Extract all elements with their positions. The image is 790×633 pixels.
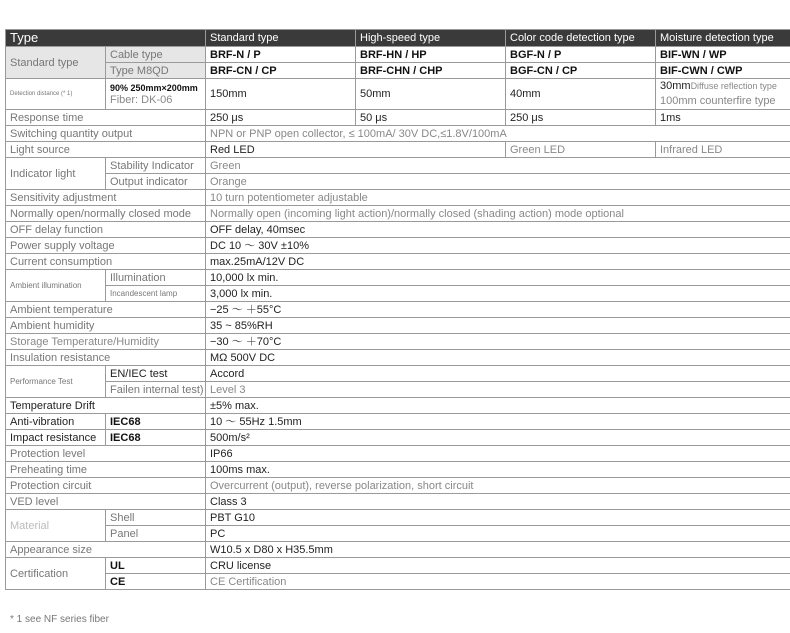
header-moisture: Moisture detection type xyxy=(656,30,790,47)
model-std-m8: BRF-CN / CP xyxy=(206,63,356,79)
table-row xyxy=(6,63,790,79)
model-hs-cable: BRF-HN / HP xyxy=(356,47,506,63)
cert-ul-label: UL xyxy=(106,558,206,574)
table-row xyxy=(6,222,790,238)
table-row xyxy=(6,574,790,590)
temp-drift-label: Temperature Drift xyxy=(6,398,206,414)
appearance-value: W10.5 x D80 x H35.5mm xyxy=(206,542,790,558)
impact-standard: IEC68 xyxy=(106,430,206,446)
power-label: Power supply voltage xyxy=(6,238,206,254)
insulation-label: Insulation resistance xyxy=(6,350,206,366)
ambient-humidity-value: 35 ~ 85%RH xyxy=(206,318,790,334)
detection-sub2: Fiber: DK-06 xyxy=(110,94,173,106)
table-row xyxy=(6,430,790,446)
table-row xyxy=(6,318,790,334)
table-row xyxy=(6,126,790,142)
indicator-stability-label: Stability Indicator xyxy=(106,158,206,174)
circuit-label: Protection circuit xyxy=(6,478,206,494)
storage-label: Storage Temperature/Humidity xyxy=(6,334,206,350)
ved-label: VED level xyxy=(6,494,206,510)
performance-sub2-value: Level 3 xyxy=(206,382,790,398)
table-row xyxy=(6,47,790,63)
current-label: Current consumption xyxy=(6,254,206,270)
standard-type-label: Standard type xyxy=(6,47,106,79)
header-type: Type xyxy=(6,30,206,47)
detection-hs: 50mm xyxy=(356,79,506,110)
table-row xyxy=(6,142,790,158)
panel-value: PC xyxy=(206,526,790,542)
mode-value: Normally open (incoming light action)/normally closed (shading action) mode optional xyxy=(206,206,790,222)
impact-label: Impact resistance xyxy=(6,430,106,446)
table-row xyxy=(6,254,790,270)
insulation-value: MΩ 500V DC xyxy=(206,350,790,366)
table-row xyxy=(6,414,790,430)
header-color-code: Color code detection type xyxy=(506,30,656,47)
model-hs-m8: BRF-CHN / CHP xyxy=(356,63,506,79)
table-row xyxy=(6,382,790,398)
model-cc-cable: BGF-N / P xyxy=(506,47,656,63)
detection-mo-2: 100mm counterfire type xyxy=(660,95,776,107)
indicator-label: Indicator light xyxy=(6,158,106,190)
performance-sub1: EN/IEC test xyxy=(106,366,206,382)
vibration-label: Anti-vibration xyxy=(6,414,106,430)
table-row xyxy=(6,510,790,526)
table-row xyxy=(6,494,790,510)
table-row xyxy=(6,270,790,286)
circuit-value: Overcurrent (output), reverse polarization, short circuit xyxy=(206,478,790,494)
incandescent-label: Incandescent lamp xyxy=(106,286,206,302)
ambient-humidity-label: Ambient humidity xyxy=(6,318,206,334)
light-label: Light source xyxy=(6,142,206,158)
table-row xyxy=(6,190,790,206)
mode-label: Normally open/normally closed mode xyxy=(6,206,206,222)
table-row xyxy=(6,206,790,222)
off-delay-label: OFF delay function xyxy=(6,222,206,238)
cert-ce-value: CE Certification xyxy=(206,574,790,590)
table-row xyxy=(6,302,790,318)
detection-std: 150mm xyxy=(206,79,356,110)
performance-sub2: Failen internal test) xyxy=(106,382,206,398)
protection-value: IP66 xyxy=(206,446,790,462)
off-delay-value: OFF delay, 40msec xyxy=(206,222,790,238)
indicator-output-value: Orange xyxy=(206,174,790,190)
footnote: * 1 see NF series fiber xyxy=(10,614,109,625)
detection-sub1: 90% 250mm×200mm xyxy=(110,83,198,93)
table-row xyxy=(6,446,790,462)
material-label: Material xyxy=(6,510,106,542)
light-mo: Infrared LED xyxy=(656,142,790,158)
power-value: DC 10 ～ 30V ±10% xyxy=(206,238,790,254)
table-row xyxy=(6,79,790,110)
response-mo: 1ms xyxy=(656,110,790,126)
indicator-stability-value: Green xyxy=(206,158,790,174)
model-std-cable: BRF-N / P xyxy=(206,47,356,63)
detection-cc: 40mm xyxy=(506,79,656,110)
preheat-value: 100ms max. xyxy=(206,462,790,478)
detection-sub xyxy=(106,79,206,110)
header-high-speed: High-speed type xyxy=(356,30,506,47)
illumination-label: Illumination xyxy=(106,270,206,286)
indicator-output-label: Output indicator xyxy=(106,174,206,190)
model-mo-cable: BIF-WN / WP xyxy=(656,47,790,63)
sensitivity-label: Sensitivity adjustment xyxy=(6,190,206,206)
table-row xyxy=(6,158,790,174)
light-cc: Green LED xyxy=(506,142,656,158)
table-row xyxy=(6,398,790,414)
header-row xyxy=(6,30,790,47)
performance-sub1-value: Accord xyxy=(206,366,790,382)
detection-mo-1-note: Diffuse reflection type xyxy=(690,81,777,91)
vibration-value: 10 ～ 55Hz 1.5mm xyxy=(206,414,790,430)
panel-label: Panel xyxy=(106,526,206,542)
switching-value: NPN or PNP open collector, ≤ 100mA/ 30V DC,≤1.8V/100mA xyxy=(206,126,790,142)
ved-value: Class 3 xyxy=(206,494,790,510)
response-cc: 250 μs xyxy=(506,110,656,126)
shell-label: Shell xyxy=(106,510,206,526)
shell-value: PBT G10 xyxy=(206,510,790,526)
light-std: Red LED xyxy=(206,142,506,158)
switching-label: Switching quantity output xyxy=(6,126,206,142)
sensitivity-value: 10 turn potentiometer adjustable xyxy=(206,190,790,206)
model-cc-m8: BGF-CN / CP xyxy=(506,63,656,79)
table-row xyxy=(6,174,790,190)
detection-mo xyxy=(656,79,790,110)
table-row xyxy=(6,238,790,254)
table-row xyxy=(6,526,790,542)
spec-table xyxy=(5,29,790,590)
temp-drift-value: ±5% max. xyxy=(206,398,790,414)
cert-ul-value: CRU license xyxy=(206,558,790,574)
storage-value: −30 ～ ＋70°C xyxy=(206,334,790,350)
ambient-temp-label: Ambient temperature xyxy=(6,302,206,318)
cert-ce-label: CE xyxy=(106,574,206,590)
m8qd-type-label: Type M8QD xyxy=(106,63,206,79)
cable-type-label: Cable type xyxy=(106,47,206,63)
table-row xyxy=(6,478,790,494)
preheat-label: Preheating time xyxy=(6,462,206,478)
table-row xyxy=(6,366,790,382)
table-row xyxy=(6,558,790,574)
detection-mo-1: 30mm xyxy=(660,80,691,92)
appearance-label: Appearance size xyxy=(6,542,206,558)
current-value: max.25mA/12V DC xyxy=(206,254,790,270)
ambient-temp-value: −25 ～ ＋55°C xyxy=(206,302,790,318)
table-row xyxy=(6,334,790,350)
illumination-value: 10,000 lx min. xyxy=(206,270,790,286)
ambient-illumination-label: Ambient illumination xyxy=(6,270,106,302)
response-label: Response time xyxy=(6,110,206,126)
detection-label: Detection distance (* 1) xyxy=(6,79,106,110)
vibration-standard: IEC68 xyxy=(106,414,206,430)
model-mo-m8: BIF-CWN / CWP xyxy=(656,63,790,79)
incandescent-value: 3,000 lx min. xyxy=(206,286,790,302)
table-row xyxy=(6,286,790,302)
protection-label: Protection level xyxy=(6,446,206,462)
table-row xyxy=(6,462,790,478)
header-standard: Standard type xyxy=(206,30,356,47)
table-row xyxy=(6,350,790,366)
performance-label: Performance Test xyxy=(6,366,106,398)
table-row xyxy=(6,542,790,558)
certification-label: Certification xyxy=(6,558,106,590)
impact-value: 500m/s² xyxy=(206,430,790,446)
table-row xyxy=(6,110,790,126)
response-hs: 50 μs xyxy=(356,110,506,126)
response-std: 250 μs xyxy=(206,110,356,126)
